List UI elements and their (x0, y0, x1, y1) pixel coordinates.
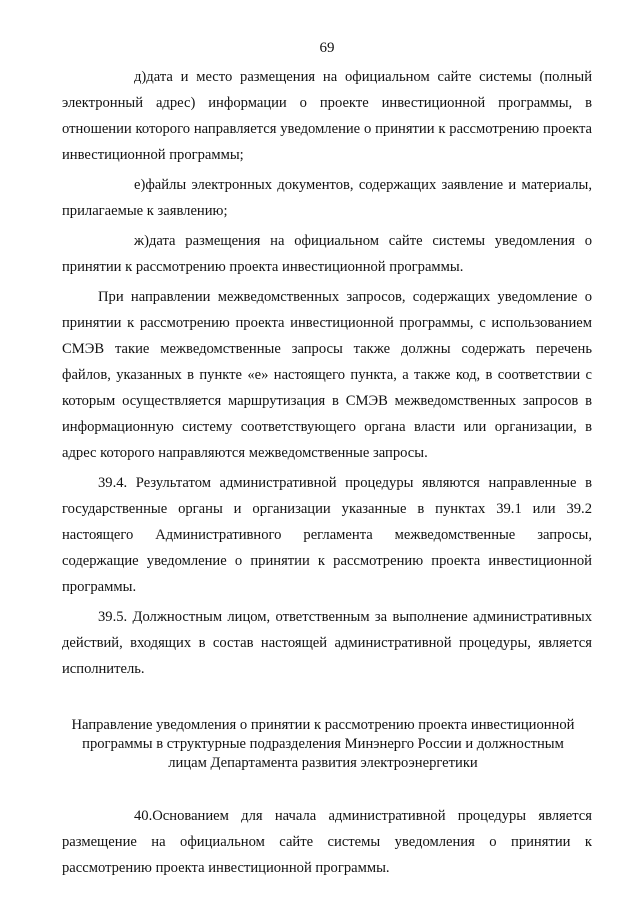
list-marker: ж) (134, 233, 149, 249)
section-heading-line: лицам Департамента развития электроэнергетики (168, 755, 478, 771)
list-item-text: файлы электронных документов, содержащих заявление и материалы, прилагаемые к заявлению; (62, 177, 592, 219)
paragraph-40 (62, 803, 592, 881)
list-item-zh (62, 228, 592, 280)
paragraph-39-4: 39.4. Результатом административной процедуры являются направленные в государственные органы и организации указанные в пунктах 39.1 или 39.2 настоящего Административного регламента межведомственные запросы, содержащие уведомление о принятии к рассмотрению проекта инвестиционной программы. (62, 475, 592, 595)
paragraph-40-text: Основанием для начала административной процедуры является размещение на официальном сайте системы уведомления о принятии к рассмотрению проекта инвестиционной программы. (62, 808, 592, 876)
list-item-e (62, 172, 592, 224)
paragraph-number: 40. (134, 808, 153, 824)
list-item-d (62, 64, 592, 168)
list-item-text: дата размещения на официальном сайте системы уведомления о принятии к рассмотрению проекта инвестиционной программы. (62, 233, 592, 275)
paragraph-smev: При направлении межведомственных запросов, содержащих уведомление о принятии к рассмотрению проекта инвестиционной программы, с использованием СМЭВ такие межведомственные запросы также должны содержать перечень файлов, указанных в пункте «е» настоящего пункта, а также код, в соответствии с которым осуществляется маршрутизация в СМЭВ межведомственных запросов в информационную систему соответствующего органа власти или организации, в адрес которого направляются межведомственные запросы. (62, 289, 592, 461)
paragraph-39-5: 39.5. Должностным лицом, ответственным за выполнение административных действий, входящих в состав настоящей административной процедуры, является исполнитель. (62, 609, 592, 677)
list-item-text: дата и место размещения на официальном сайте системы (полный электронный адрес) информации о проекте инвестиционной программы, в отношении которого направляется уведомление о принятии к рассмотрению проекта инвестиционной программы; (62, 69, 592, 163)
page-number: 69 (319, 40, 335, 56)
section-heading-line: Направление уведомления о принятии к рассмотрению проекта инвестиционной (71, 717, 575, 733)
list-marker: е) (134, 177, 146, 193)
section-heading (62, 716, 584, 773)
section-heading-line: программы в структурные подразделения Минэнерго России и должностным (82, 736, 564, 752)
list-marker: д) (134, 69, 147, 85)
